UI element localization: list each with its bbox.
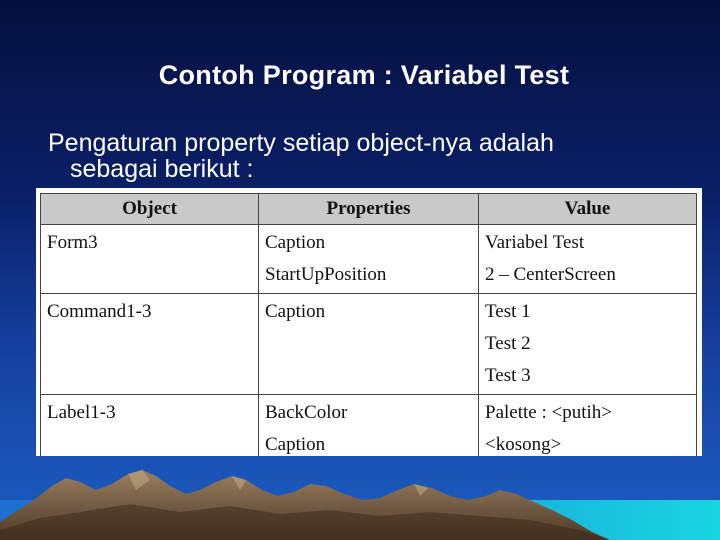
property-value: Test 1 <box>485 301 531 322</box>
header-object: Object <box>41 194 259 225</box>
property-value: Variabel Test <box>485 232 585 253</box>
value-cell <box>479 294 697 395</box>
table-header-row <box>41 194 697 225</box>
properties-table <box>40 193 697 456</box>
table-row <box>41 395 697 457</box>
object-cell <box>41 225 259 294</box>
property-value: Test 2 <box>485 333 531 354</box>
property-name: Caption <box>265 232 326 253</box>
property-name: BackColor <box>265 402 348 423</box>
header-properties: Properties <box>259 194 479 225</box>
header-value: Value <box>479 194 697 225</box>
object-name: Form3 <box>47 232 98 253</box>
object-name: Command1-3 <box>47 301 152 322</box>
properties-table-panel <box>36 188 702 456</box>
property-name: Caption <box>265 301 326 322</box>
body-line-1: Pengaturan property setiap object-nya adalah <box>48 129 554 157</box>
object-cell <box>41 294 259 395</box>
property-name: Caption <box>265 434 326 455</box>
value-cell <box>479 225 697 294</box>
property-name: StartUpPosition <box>265 264 387 285</box>
property-value: <kosong> <box>485 434 562 455</box>
value-cell <box>479 395 697 457</box>
property-value: Test 3 <box>485 365 531 386</box>
properties-cell <box>259 225 479 294</box>
body-line-2: sebagai berikut : <box>70 155 254 183</box>
properties-cell <box>259 294 479 395</box>
table-row <box>41 294 697 395</box>
property-value: 2 – CenterScreen <box>485 264 616 285</box>
slide-body-text <box>48 128 688 183</box>
mountain-landscape-decoration <box>0 460 720 540</box>
object-cell <box>41 395 259 457</box>
object-name: Label1-3 <box>47 402 116 423</box>
slide-title: Contoh Program : Variabel Test <box>158 60 570 90</box>
property-value: Palette : <putih> <box>485 402 612 423</box>
properties-cell <box>259 395 479 457</box>
table-row <box>41 225 697 294</box>
